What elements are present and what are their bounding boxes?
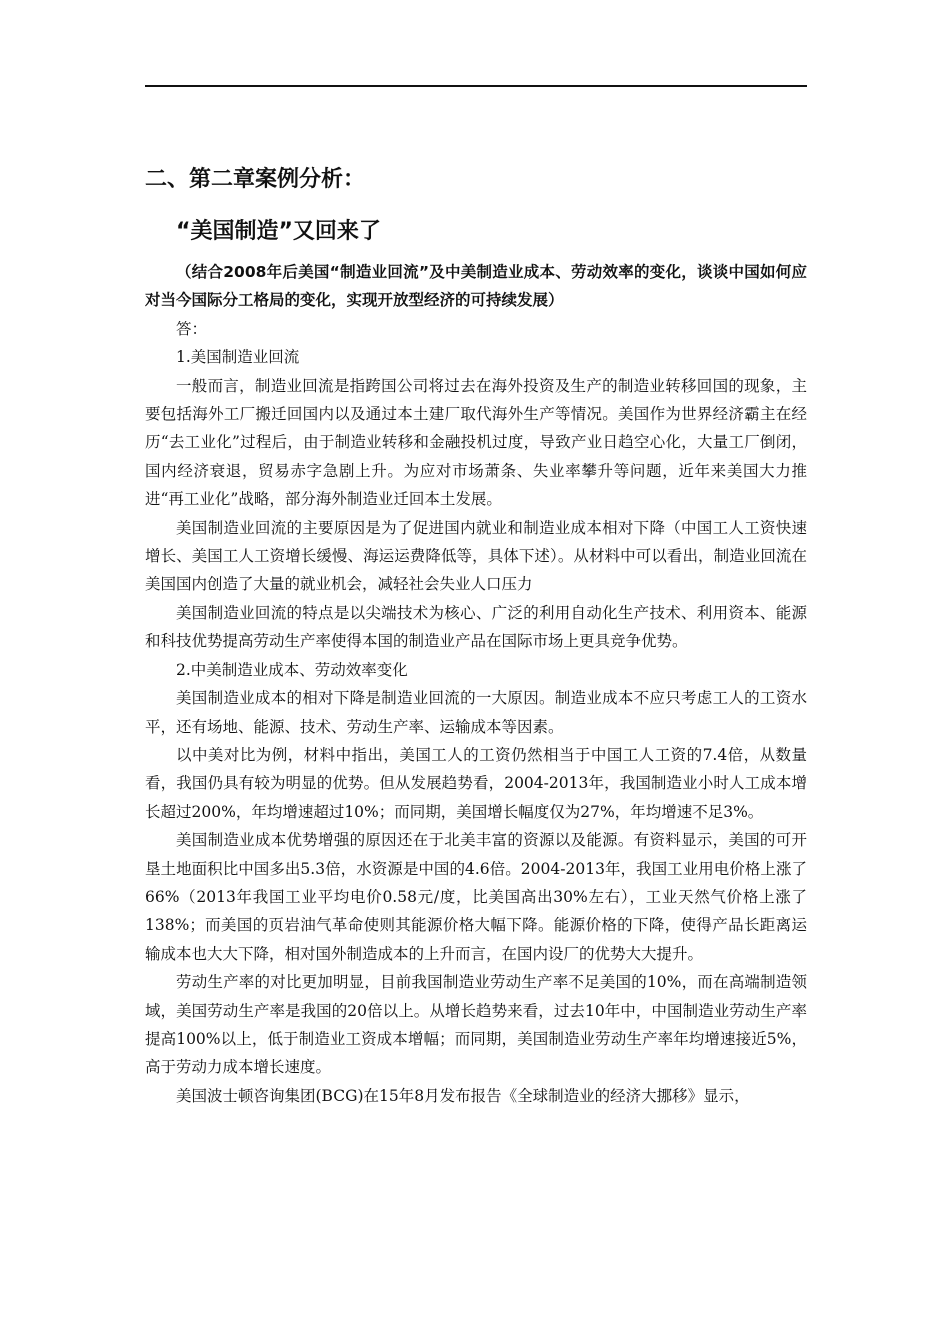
case-prompt: （结合2008年后美国“制造业回流”及中美制造业成本、劳动效率的变化，谈谈中国如何应对当今国际分工格局的变化，实现开放型经济的可持续发展） <box>145 263 807 310</box>
paragraph-bcg-report: 美国波士顿咨询集团(BCG)在15年8月发布报告《全球制造业的经济大挪移》显示， <box>176 1086 750 1105</box>
chapter-heading: 二、第二章案例分析： <box>145 167 366 192</box>
section-heading-1: 1.美国制造业回流 <box>176 348 300 367</box>
section-heading-2: 2.中美制造业成本、劳动效率变化 <box>176 660 408 679</box>
paragraph-resources-energy: 美国制造业成本优势增强的原因还在于北美丰富的资源以及能源。有资料显示，美国的可开垦土地面积比中国多出5.3倍，水资源是中国的4.6倍。2004-2013年，我国工业用电价格上涨了66%（2013年我国工业平均电价0.58元/度，比美国高出30%左右），工业天然气价格上涨了138%；而美国的页岩油气革命使则其能源价格大幅下降。能源价格的下降，使得产品长距离运输成本也大大下降，相对国外制造成本的上升而言，在国内设厂的优势大大提升。 <box>145 831 807 963</box>
paragraph-wage-comparison: 以中美对比为例，材料中指出，美国工人的工资仍然相当于中国工人工资的7.4倍，从数量看，我国仍具有较为明显的优势。但从发展趋势看，2004-2013年，我国制造业小时人工成本增长超过200%，年均增速超过10%；而同期，美国增长幅度仅为27%，年均增速不足3%。 <box>145 745 807 821</box>
case-title: “美国制造”又回来了 <box>176 219 381 244</box>
paragraph-reshoring-definition: 一般而言，制造业回流是指跨国公司将过去在海外投资及生产的制造业转移回国的现象，主要包括海外工厂搬迁回国内以及通过本土建厂取代海外生产等情况。美国作为世界经济霸主在经历“去工业化”过程后，由于制造业转移和金融投机过度，导致产业日趋空心化，大量工厂倒闭，国内经济衰退，贸易赤字急剧上升。为应对市场萧条、失业率攀升等问题，近年来美国大力推进“再工业化”战略，部分海外制造业迁回本土发展。 <box>145 376 807 509</box>
paragraph-productivity: 劳动生产率的对比更加明显，目前我国制造业劳动生产率不足美国的10%，而在高端制造领域，美国劳动生产率是我国的20倍以上。从增长趋势来看，过去10年中，中国制造业劳动生产率提高100%以上，低于制造业工资成本增幅；而同期，美国制造业劳动生产率年均增速接近5%，高于劳动力成本增长速度。 <box>145 973 807 1077</box>
answer-label: 答： <box>176 319 208 338</box>
paragraph-reshoring-reasons: 美国制造业回流的主要原因是为了促进国内就业和制造业成本相对下降（中国工人工资快速增长、美国工人工资增长缓慢、海运运费降低等，具体下述）。从材料中可以看出，制造业回流在美国国内创造了大量的就业机会，减轻社会失业人口压力 <box>145 518 807 594</box>
paragraph-cost-decline: 美国制造业成本的相对下降是制造业回流的一大原因。制造业成本不应只考虑工人的工资水平，还有场地、能源、技术、劳动生产率、运输成本等因素。 <box>145 689 807 736</box>
document-body <box>145 258 807 1110</box>
header-rule <box>145 85 807 87</box>
paragraph-reshoring-features: 美国制造业回流的特点是以尖端技术为核心、广泛的利用自动化生产技术、利用资本、能源和科技优势提高劳动生产率使得本国的制造业产品在国际市场上更具竞争优势。 <box>145 603 807 651</box>
